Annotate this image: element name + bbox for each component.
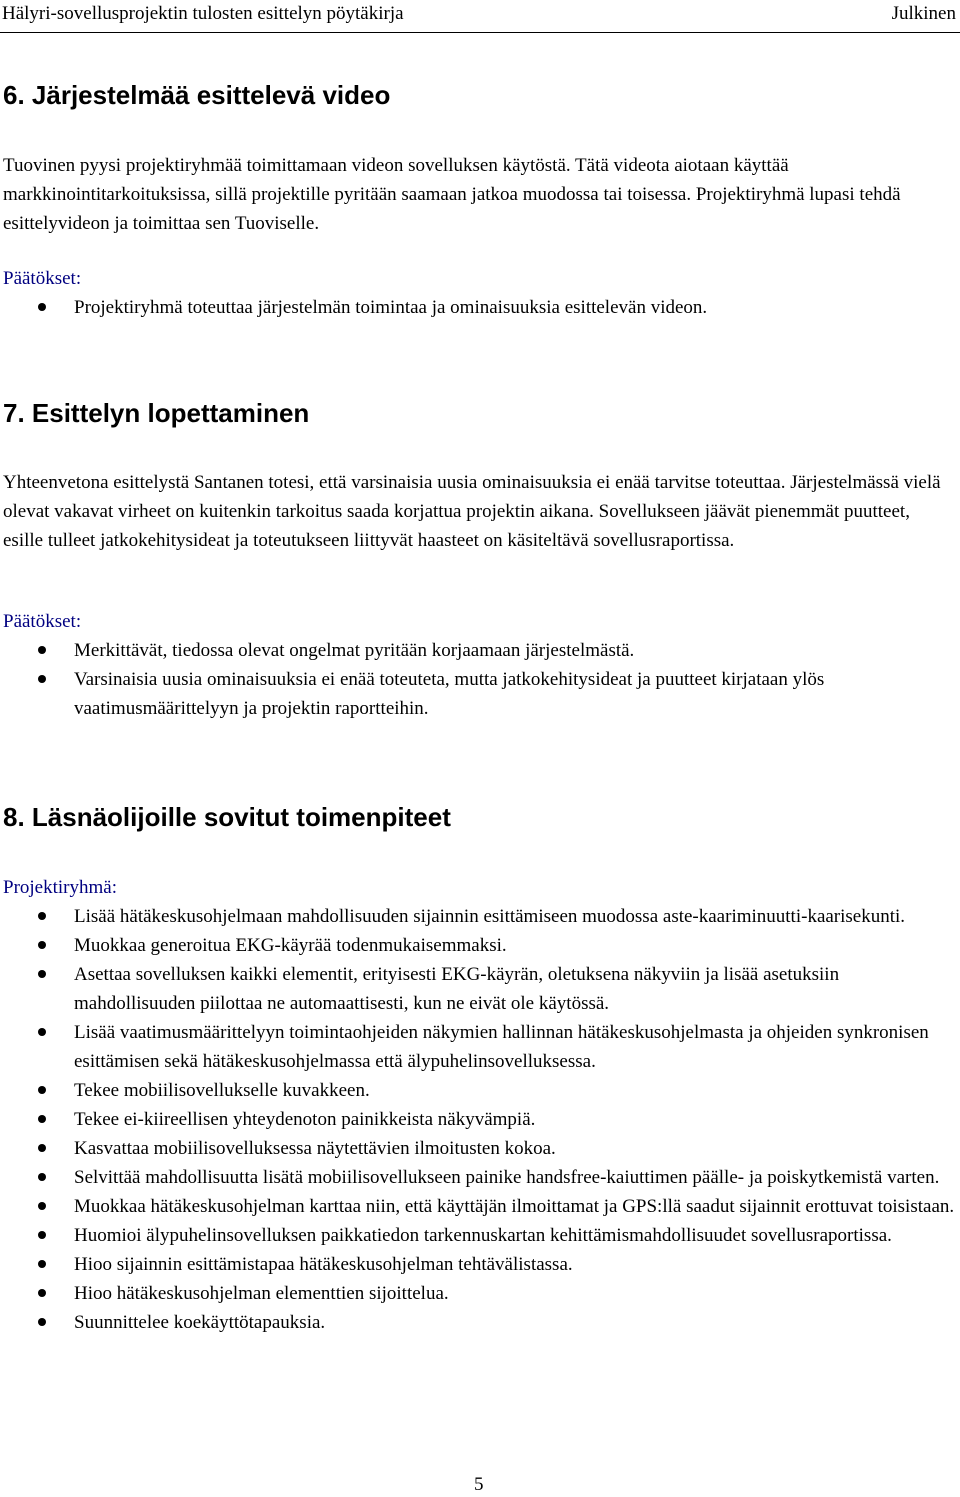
list-item: Lisää vaatimusmäärittelyyn toimintaohjeiden näkymien hallinnan hätäkeskusohjelmasta ja ohjeiden synkronisen esittämisen sekä hätäkeskusohjelmassa että älypuhelinsovelluksessa. bbox=[0, 1018, 955, 1076]
section-7-paragraph: Yhteenvetona esittelystä Santanen totesi, että varsinaisia uusia ominaisuuksia ei enää tarvitse toteuttaa. Järjestelmässä vielä olevat vakavat virheet on kuitenkin tarkoitus saada korjattua projektin aikana. Sovellukseen jäävät pienemmät puutteet, esille tulleet jatkokehitysideat ja toteutukseen liittyvät haasteet on käsiteltävä sovellusraportissa. bbox=[3, 472, 941, 551]
section-7-decisions-label: Päätökset: bbox=[3, 611, 82, 632]
list-item: Muokkaa generoitua EKG-käyrää todenmukaisemmaksi. bbox=[0, 931, 955, 960]
list-item: Projektiryhmä toteuttaa järjestelmän toimintaa ja ominaisuuksia esittelevän videon. bbox=[0, 293, 955, 322]
section-6-heading: 6. Järjestelmää esittelevä video bbox=[3, 80, 391, 110]
list-item: Hioo sijainnin esittämistapaa hätäkeskusohjelman tehtävälistassa. bbox=[0, 1250, 955, 1279]
section-6-decisions-label: Päätökset: bbox=[3, 268, 82, 289]
list-item: Merkittävät, tiedossa olevat ongelmat pyritään korjaamaan järjestelmästä. bbox=[0, 636, 955, 665]
list-item: Asettaa sovelluksen kaikki elementit, erityisesti EKG-käyrän, oletuksena näkyviin ja lisää asetuksiin mahdollisuuden piilottaa ne automaattisesti, kun ne eivät ole käytössä. bbox=[0, 960, 955, 1018]
list-item: Selvittää mahdollisuutta lisätä mobiilisovellukseen painike handsfree-kaiuttimen päälle- ja poiskytkemistä varten. bbox=[0, 1163, 955, 1192]
list-item: Suunnittelee koekäyttötapauksia. bbox=[0, 1308, 955, 1337]
list-item: Kasvattaa mobiilisovelluksessa näytettävien ilmoitusten kokoa. bbox=[0, 1134, 955, 1163]
page-number: 5 bbox=[474, 1474, 484, 1495]
section-8-heading: 8. Läsnäolijoille sovitut toimenpiteet bbox=[3, 802, 451, 832]
list-item: Hioo hätäkeskusohjelman elementtien sijoittelua. bbox=[0, 1279, 955, 1308]
section-7-decisions-list bbox=[0, 636, 955, 723]
classification-label: Julkinen bbox=[891, 3, 956, 24]
list-item: Muokkaa hätäkeskusohjelman karttaa niin, että käyttäjän ilmoittamat ja GPS:llä saadut sijainnit erottuvat toisistaan. bbox=[0, 1192, 955, 1221]
section-6-decisions-list bbox=[0, 293, 955, 322]
action-items-list bbox=[0, 902, 955, 1337]
section-7-heading: 7. Esittelyn lopettaminen bbox=[3, 398, 310, 428]
project-group-label: Projektiryhmä: bbox=[3, 877, 117, 898]
list-item: Lisää hätäkeskusohjelmaan mahdollisuuden sijainnin esittämiseen muodossa aste-kaariminuutti-kaarisekunti. bbox=[0, 902, 955, 931]
list-item: Tekee ei-kiireellisen yhteydenoton painikkeista näkyvämpiä. bbox=[0, 1105, 955, 1134]
list-item: Huomioi älypuhelinsovelluksen paikkatiedon tarkennuskartan kehittämismahdollisuudet sovellusraportissa. bbox=[0, 1221, 955, 1250]
list-item: Varsinaisia uusia ominaisuuksia ei enää toteuteta, mutta jatkokehitysideat ja puutteet kirjataan ylös vaatimusmäärittelyyn ja projektin raportteihin. bbox=[0, 665, 955, 723]
list-item: Tekee mobiilisovellukselle kuvakkeen. bbox=[0, 1076, 955, 1105]
document-title: Hälyri-sovellusprojektin tulosten esittelyn pöytäkirja bbox=[2, 3, 404, 24]
page-header bbox=[0, 0, 960, 33]
section-6-paragraph: Tuovinen pyysi projektiryhmää toimittamaan videon sovelluksen käytöstä. Tätä videota aiotaan käyttää markkinointitarkoituksissa, sillä projektille pyritään saamaan jatkoa muodossa tai toisessa. Projektiryhmä lupasi tehdä esittelyvideon ja toimittaa sen Tuoviselle. bbox=[3, 155, 901, 234]
